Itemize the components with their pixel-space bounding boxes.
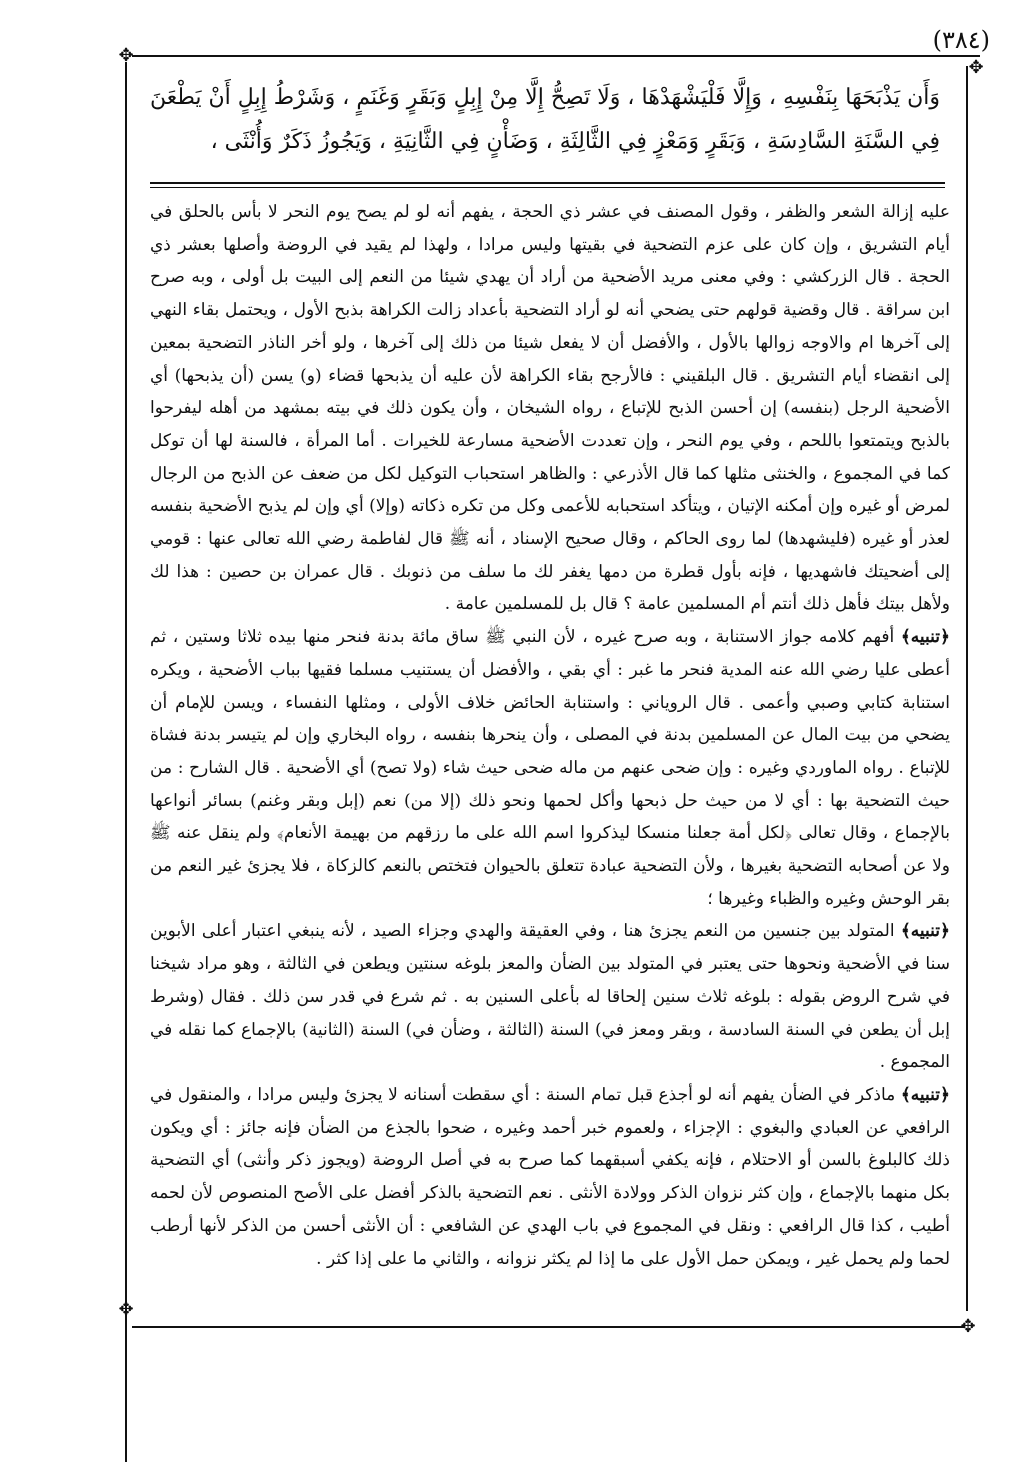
note-text: المتولد بين جنسين من النعم يجزئ هنا ، وفي العقيقة والهدي وجزاء الصيد ، لأنه ينبغي اعتبار أعلى الأبوين سنا في الأضحية ونحوها حتى يعتبر في المتولد بين الضأن والمعز بلوغه سنتين ويطعن في الثالثة ، وهو مراد شيخنا في شرح الروض بقوله : بلوغه ثلاث سنين إلحاقا له بأعلى السنين به . ثم شرع في قدر سن ذلك . فقال (وشرط إبل أن يطعن في السنة السادسة ، وبقر ومعز في) السنة (الثالثة ، وضأن في) السنة (الثانية) بالإجماع كما نقله في المجموع . [150,921,950,1073]
frame-right-border [966,66,968,1311]
note-label: ﴿تنبيه﴾ [900,921,950,942]
commentary-text-block [150,196,950,1275]
commentary-note [150,915,950,1079]
note-label: ﴿تنبيه﴾ [900,1084,950,1105]
note-text: ماذكر في الضأن يفهم أنه لو أجذع قبل تمام السنة : أي سقطت أسنانه لا يجزئ وليس مرادا ، والمنقول في الرافعي عن العبادي والبغوي : الإجزاء ، ولعموم خبر أحمد وغيره ، ضحوا بالجذع من الضأن فإنه جائز : أي ويكون ذلك كالبلوغ بالسن أو الاحتلام ، فإنه يكفي أسبقهما كما صرح به في أصل الروضة (ويجوز ذكر وأنثى) أي التضحية بكل منهما بالإجماع ، وإن كثر نزوان الذكر وولادة الأنثى . نعم التضحية بالذكر أفضل على الأصح المنصوص لأن لحمه أطيب ، كذا قال الرافعي : ونقل في المجموع في باب الهدي عن الشافعي : أن الأنثى أحسن من الذكر لأنها أرطب لحما ولم يحمل غير ، ويمكن حمل الأول على ما إذا لم يكثر نزوانه ، والثاني ما على إذا كثر . [150,1084,950,1269]
ornament-bottom-left-icon: ✥ [118,1299,134,1320]
frame-bottom-border [132,1326,964,1328]
commentary-paragraph: عليه إزالة الشعر والظفر ، وقول المصنف في عشر ذي الحجة ، يفهم أنه لو لم يصح يوم النحر لا بأس بالحلق في أيام التشريق ، وإن كان على عزم التضحية في بقيتها وليس مرادا ، ولهذا لم يقيد في الروضة وأصلها بعشر ذي الحجة . قال الزركشي : وفي معنى مريد الأضحية من أراد أن يهدي شيئا من النعم إلى البيت بل أولى ، وبه صرح ابن سراقة . قال وقضية قولهم حتى يضحي أنه لو أراد التضحية بأعداد زالت الكراهة بذبح الأول ، ويحتمل بقاء النهي إلى آخرها ام والاوجه زوالها بالأول ، والأفضل أن لا يفعل شيئا من ذلك إلى آخرها ، ولو أخر الناذر التضحية بمعين إلى انقضاء أيام التشريق . قال البلقيني : فالأرجح بقاء الكراهة لأن عليه أن يذبحها قضاء (و) يسن (أن يذبحها) أي الأضحية الرجل (بنفسه) إن أحسن الذبح للإتباع ، رواه الشيخان ، وأن يكون ذلك في بيته بمشهد من أهله ليفرحوا بالذبح ويتمتعوا باللحم ، وفي يوم النحر ، وإن تعددت الأضحية مسارعة للخيرات . أما المرأة ، فالسنة لها أن توكل كما في المجموع ، والخنثى مثلها كما قال الأذرعي : والظاهر استحباب التوكيل لكل من ضعف عن الذبح من الرجال لمرض أو غيره وإن أمكنه الإتيان ، ويتأكد استحبابه للأعمى وكل من تكره ذكاته (وإلا) أي وإن لم يذبح الأضحية بنفسه لعذر أو غيره (فليشهدها) لما روى الحاكم ، وقال صحيح الإسناد ، أنه ﷺ قال لفاطمة رضي الله تعالى عنها : قومي إلى أضحيتك فاشهديها ، فإنه بأول قطرة من دمها يغفر لك ما سلف من ذنوبك . قال عمران بن حصين : هذا لك ولأهل بيتك فأهل ذلك أنتم أم المسلمين عامة ؟ قال بل للمسلمين عامة . [150,202,950,615]
section-divider-thin [150,187,945,188]
ornament-top-right-icon: ✥ [968,57,984,78]
commentary-note [150,621,950,915]
section-divider [150,182,945,184]
note-label: ﴿تنبيه﴾ [900,627,950,648]
ornament-top-left-icon: ✥ [118,45,134,66]
frame-top-border [132,55,980,57]
page-number: (٣٨٤) [932,26,990,54]
matn-paragraph: وَأَن يَذْبَحَهَا بِنَفْسِهِ ، وَإِلَّا فَلْيَشْهَدْهَا ، وَلَا تَصِحُّ إِلَّا مِنْ إِبِلٍ وَبَقَرٍ وَغَنَمٍ ، وَشَرْطُ إِبِلٍ أَنْ يَطْعَنَ فِي السَّنَةِ السَّادِسَةِ ، وَبَقَرٍ وَمَعْزٍ فِي الثَّالِثَةِ ، وَضَأْنٍ فِي الثَّانِيَةِ ، وَيَجُوزُ ذَكَرٌ وَأُنْثَى ، [150,85,940,154]
frame-left-border [125,62,127,1462]
note-text: أفهم كلامه جواز الاستنابة ، وبه صرح غيره ، لأن النبي ﷺ ساق مائة بدنة فنحر منها بيده ثلاثا وستين ، ثم أعطى عليا رضي الله عنه المدية فنحر ما غبر : أي بقي ، والأفضل أن يستنيب مسلما فقيها بباب الأضحية ، ويكره استنابة كتابي وصبي وأعمى . قال الروياني : واستنابة الحائض خلاف الأولى ، ومثلها النفساء ، ويسن للإمام أن يضحي من بيت المال عن المسلمين بدنة في المصلى ، وأن ينحرها بنفسه ، رواه البخاري وإن لم يتيسر بدنة فشاة للإتباع . رواه الماوردي وغيره : وإن ضحى عنهم من ماله ضحى حيث شاء (ولا تصح) أي الأضحية . قال الشارح : من حيث التضحية بها : أي لا من حيث حل ذبحها وأكل لحمها ونحو ذلك (إلا من) نعم (إبل وبقر وغنم) بسائر أنواعها بالإجماع ، وقال تعالى ﴿لكل أمة جعلنا منسكا ليذكروا اسم الله على ما رزقهم من بهيمة الأنعام﴾ ولم ينقل عنه ﷺ ولا عن أصحابه التضحية بغيرها ، ولأن التضحية عبادة تتعلق بالحيوان فتختص بالنعم كالزكاة ، فلا يجزئ غير النعم من بقر الوحش وغيره والظباء وغيرها ؛ [150,627,950,909]
matn-text-block [150,76,940,164]
ornament-bottom-right-icon: ✥ [960,1316,976,1337]
commentary-note [150,1079,950,1275]
